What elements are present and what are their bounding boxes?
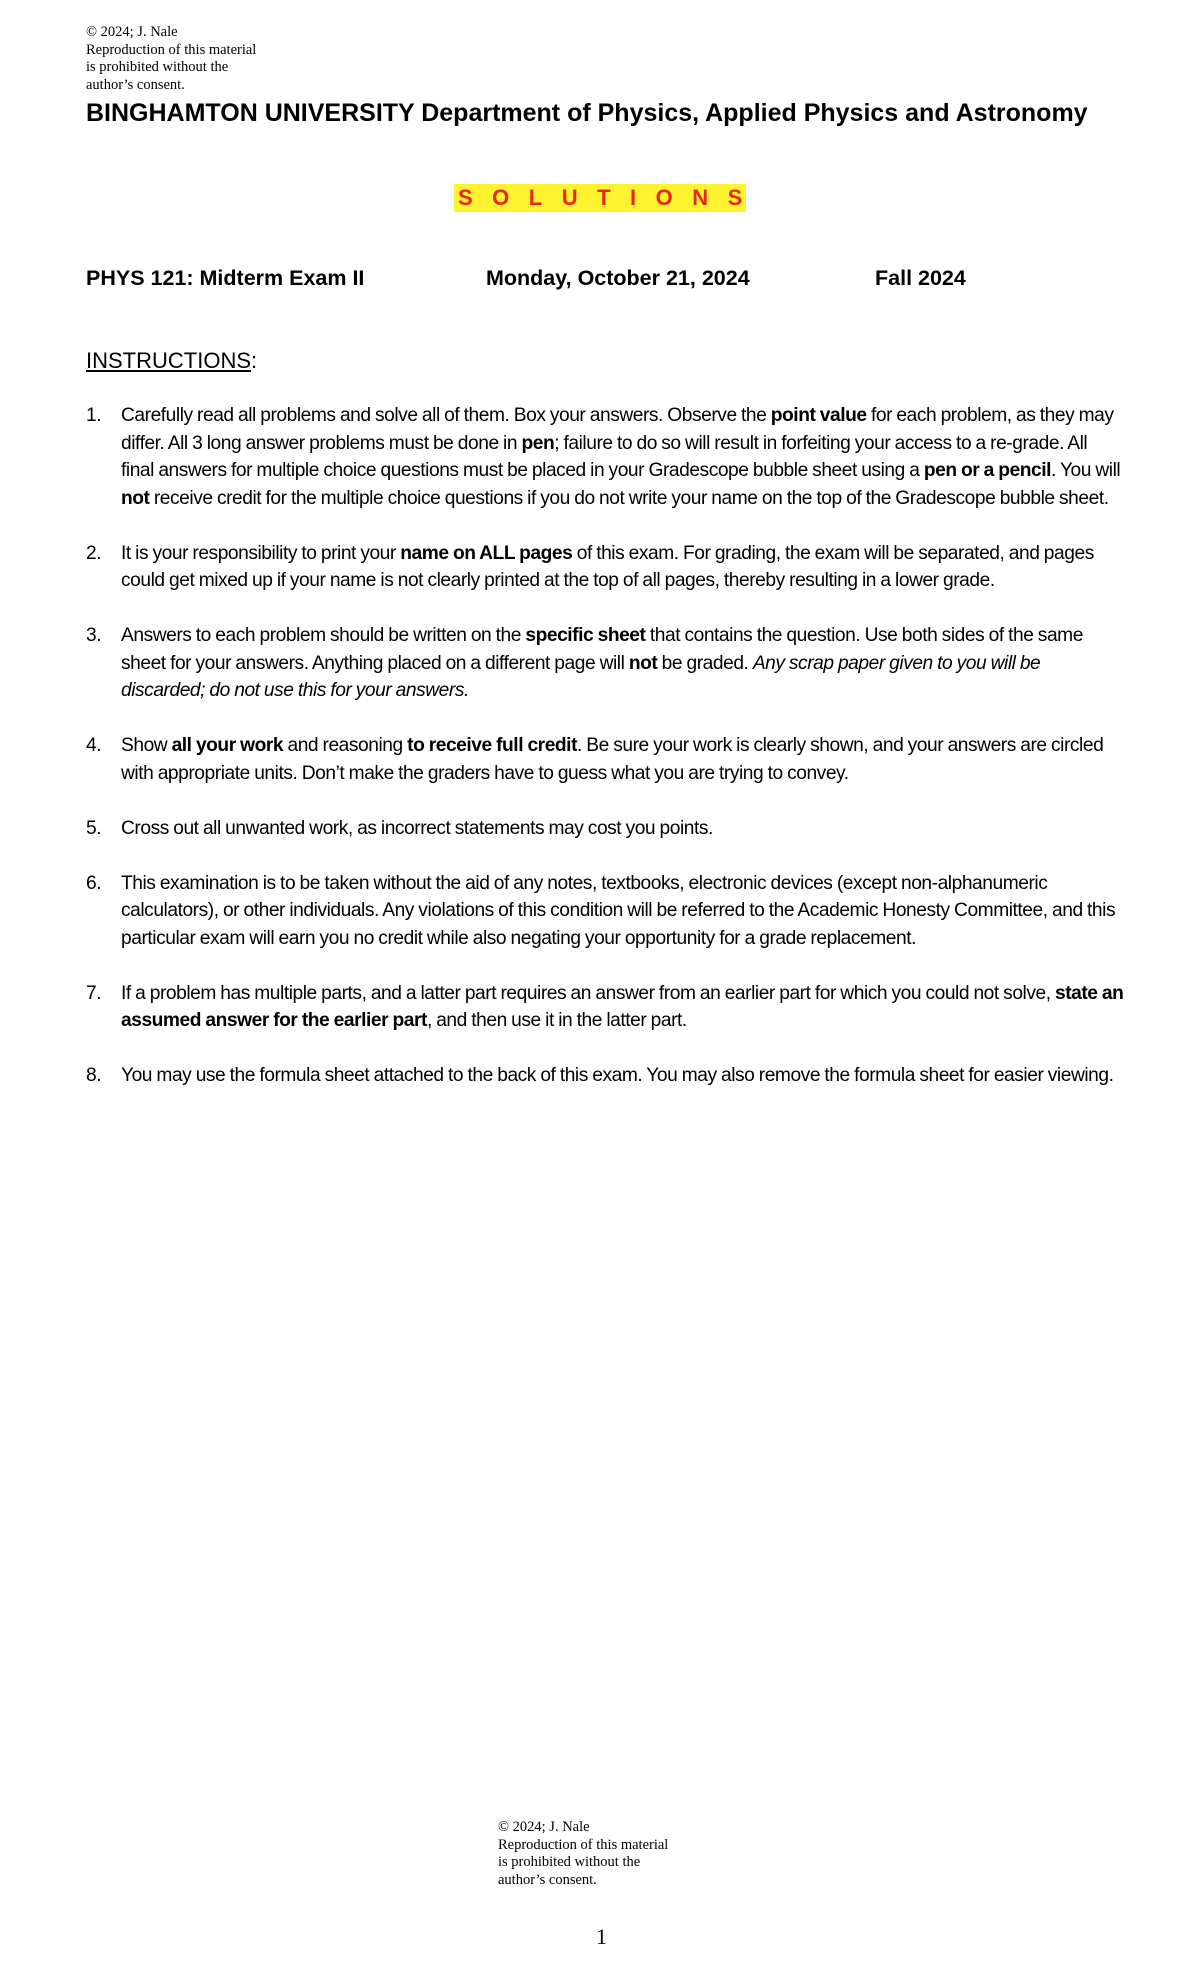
instruction-emphasis: point value bbox=[770, 405, 867, 426]
instruction-italic: Any scrap paper given to you will be discarded; do not use this for your answers. bbox=[121, 652, 1041, 701]
solutions-highlight bbox=[454, 184, 762, 212]
instruction-emphasis: not bbox=[628, 652, 658, 674]
solutions-label: SOLUTIONS bbox=[458, 185, 762, 210]
instruction-emphasis: pen bbox=[521, 432, 555, 454]
copyright-line: © 2024; J. Nale bbox=[498, 1819, 590, 1835]
department-title: BINGHAMTON UNIVERSITY Department of Physics, Applied Physics and Astronomy bbox=[86, 99, 1088, 127]
instruction-text: Show bbox=[121, 735, 172, 756]
exam-course: PHYS 121: Midterm Exam II bbox=[86, 266, 365, 290]
instruction-item-1 bbox=[86, 402, 1124, 512]
copyright-notice-bottom bbox=[498, 1819, 668, 1889]
instruction-text: Answers to each problem should be written on the bbox=[121, 625, 526, 646]
instruction-emphasis: specific sheet bbox=[525, 625, 646, 646]
instruction-text: It is your responsibility to print your bbox=[121, 542, 401, 564]
copyright-line: is prohibited without the bbox=[498, 1854, 641, 1870]
instruction-text: If a problem has multiple parts, and a latter part requires an answer from an earlier part for which you could not solve, bbox=[121, 982, 1055, 1004]
copyright-line: author’s consent. bbox=[86, 76, 185, 93]
instruction-text: for each problem, as they may differ. All 3 long answer problems must be done in bbox=[121, 405, 1114, 454]
instruction-item-5 bbox=[86, 815, 1124, 843]
instruction-number: 6. bbox=[86, 872, 102, 894]
copyright-notice-top bbox=[86, 24, 256, 94]
copyright-line: © 2024; J. Nale bbox=[86, 24, 178, 40]
copyright-line: author’s consent. bbox=[498, 1871, 597, 1888]
instruction-item-3 bbox=[86, 622, 1124, 705]
instruction-number: 4. bbox=[86, 735, 102, 756]
instruction-number: 7. bbox=[86, 982, 102, 1004]
instruction-item-4 bbox=[86, 732, 1124, 787]
instruction-text: , and then use it in the latter part. bbox=[426, 1010, 687, 1031]
instruction-number: 5. bbox=[86, 817, 102, 839]
copyright-line: is prohibited without the bbox=[86, 59, 229, 75]
instruction-emphasis: state an assumed answer for the earlier part bbox=[121, 982, 1124, 1031]
instruction-text: This examination is to be taken without the aid of any notes, textbooks, electronic devices (except non-alphanumeric calculators), or other individuals. Any violations of this condition will be referred to the Academic Honesty Committee, and this particular exam will earn you no credit while also negating your opportunity for a grade replacement. bbox=[121, 872, 1116, 949]
instruction-text: of this exam. For grading, the exam will be separated, and pages could get mixed up if your name is not clearly printed at the top of all pages, thereby resulting in a lower grade. bbox=[121, 542, 1094, 591]
instruction-text: and reasoning bbox=[283, 735, 408, 756]
instruction-text: Cross out all unwanted work, as incorrect statements may cost you points. bbox=[121, 817, 713, 839]
exam-date: Monday, October 21, 2024 bbox=[486, 266, 750, 290]
instruction-text: . You will bbox=[1051, 460, 1121, 481]
instruction-number: 8. bbox=[86, 1065, 102, 1086]
instruction-text: Carefully read all problems and solve all of them. Box your answers. Observe the bbox=[121, 405, 771, 426]
copyright-line: Reproduction of this material bbox=[86, 41, 257, 58]
instruction-text: . Be sure your work is clearly shown, and your answers are circled with appropriate units. Don’t make the graders have to guess what you are trying to convey. bbox=[121, 735, 1104, 784]
instruction-emphasis: name on ALL pages bbox=[400, 542, 573, 564]
instruction-emphasis: to receive full credit bbox=[407, 735, 578, 756]
instruction-number: 3. bbox=[86, 625, 102, 646]
instruction-emphasis: pen or a pencil bbox=[923, 460, 1052, 481]
instructions-heading bbox=[86, 348, 257, 374]
instruction-item-8 bbox=[86, 1062, 1124, 1090]
instructions-heading-colon: : bbox=[251, 348, 258, 373]
instruction-text: receive credit for the multiple choice questions if you do not write your name on the top of the Gradescope bubble sheet. bbox=[149, 487, 1109, 509]
instruction-emphasis: not bbox=[121, 487, 150, 509]
instruction-item-2 bbox=[86, 540, 1124, 595]
instruction-text: ; failure to do so will result in forfeiting your access to a re-grade. All final answers for multiple choice questions must be placed in your Gradescope bubble sheet using a bbox=[121, 432, 1088, 481]
instruction-text: You may use the formula sheet attached to the back of this exam. You may also remove the formula sheet for easier viewing. bbox=[121, 1065, 1114, 1086]
instructions-heading-text: INSTRUCTIONS bbox=[86, 348, 251, 373]
instruction-number: 1. bbox=[86, 405, 102, 426]
exam-term: Fall 2024 bbox=[875, 266, 966, 290]
instruction-number: 2. bbox=[86, 542, 102, 564]
copyright-line: Reproduction of this material bbox=[498, 1836, 669, 1853]
instruction-item-6 bbox=[86, 870, 1124, 953]
instruction-text: be graded. bbox=[657, 652, 753, 674]
page-number: 1 bbox=[596, 1924, 607, 1949]
instruction-text: that contains the question. Use both sides of the same sheet for your answers. Anything placed on a different page will bbox=[121, 625, 1083, 674]
instruction-emphasis: all your work bbox=[171, 735, 284, 756]
instruction-item-7 bbox=[86, 980, 1124, 1035]
instructions-list bbox=[86, 402, 1124, 1117]
